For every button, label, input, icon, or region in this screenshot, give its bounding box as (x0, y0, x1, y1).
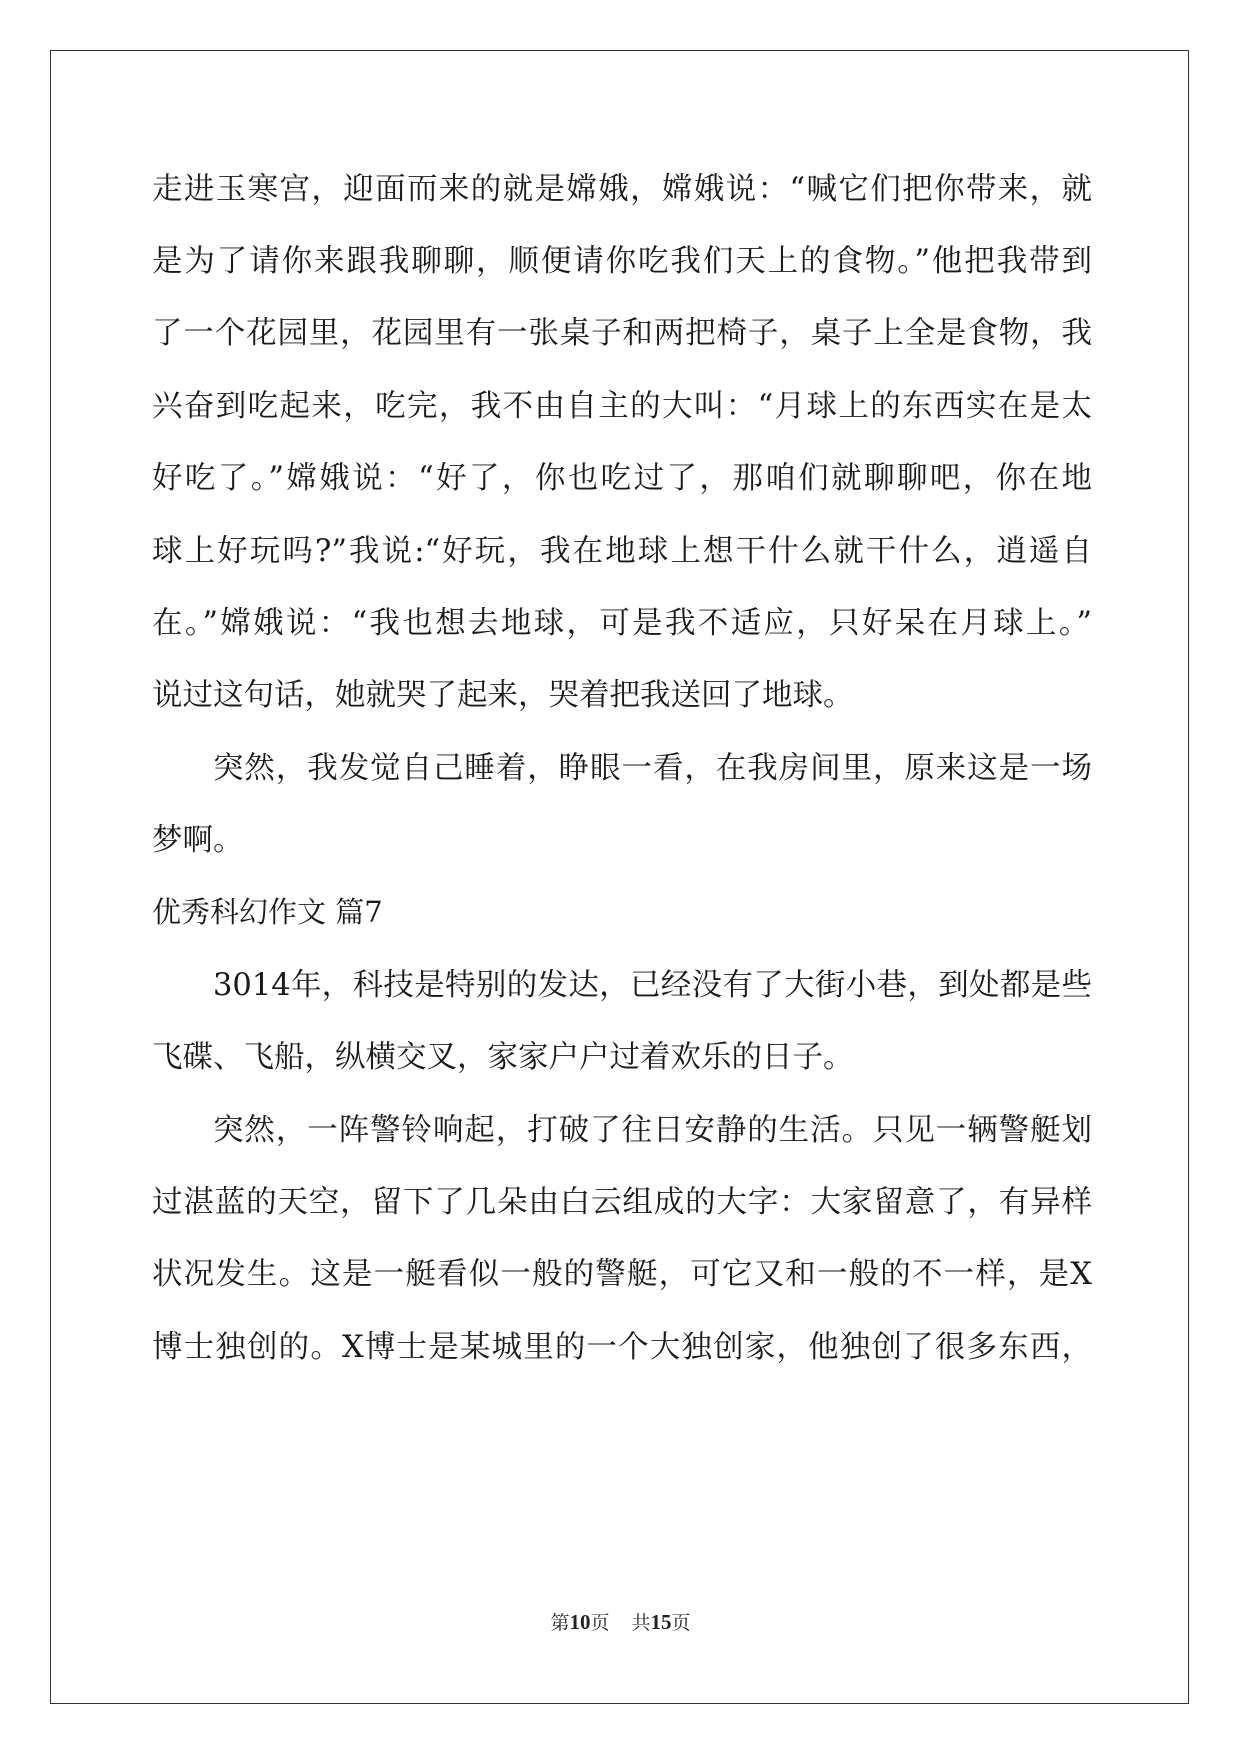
footer-page-suffix: 页 (590, 1612, 610, 1634)
body-line: 状况发生。这是一艇看似一般的警艇，可它又和一般的不一样，是X (152, 1257, 1092, 1292)
paragraph-first-line: 突然，一阵警铃响起，打破了往日安静的生活。只见一辆警艇划 (213, 1113, 1092, 1148)
section-heading: 优秀科幻作文 篇7 (152, 895, 383, 929)
body-line: 好吃了。”嫦娥说：“好了，你也吃过了，那咱们就聊聊吧，你在地 (152, 461, 1092, 496)
body-line: 飞碟、飞船，纵横交叉，家家户户过着欢乐的日子。 (152, 1040, 854, 1075)
footer-prefix: 第 (550, 1612, 570, 1634)
page-number: 10 (569, 1610, 591, 1634)
body-line: 兴奋到吃起来，吃完，我不由自主的大叫：“月球上的东西实在是太 (152, 389, 1092, 424)
body-line: 球上好玩吗?”我说:“好玩，我在地球上想干什么就干什么，逍遥自 (152, 534, 1092, 569)
footer-total-suffix: 页 (671, 1612, 691, 1634)
body-line: 在。”嫦娥说：“我也想去地球，可是我不适应，只好呆在月球上。” (152, 606, 1092, 641)
footer-total-prefix: 共 (631, 1612, 651, 1634)
body-line: 梦啊。 (152, 823, 244, 858)
page-border (50, 50, 1189, 1704)
page-footer (0, 1608, 1241, 1635)
body-line: 是为了请你来跟我聊聊，顺便请你吃我们天上的食物。”他把我带到 (152, 244, 1092, 279)
body-line: 过湛蓝的天空，留下了几朵由白云组成的大字：大家留意了，有异样 (152, 1185, 1092, 1220)
paragraph-first-line: 突然，我发觉自己睡着，睁眼一看，在我房间里，原来这是一场 (213, 751, 1092, 786)
paragraph-first-line: 3014年，科技是特别的发达，已经没有了大街小巷，到处都是些 (213, 968, 1092, 1003)
body-line: 博士独创的。X博士是某城里的一个大独创家，他独创了很多东西， (152, 1330, 1092, 1365)
body-line: 说过这句话，她就哭了起来，哭着把我送回了地球。 (152, 678, 854, 713)
body-line: 走进玉寒宫，迎面而来的就是嫦娥，嫦娥说：“喊它们把你带来，就 (152, 172, 1092, 207)
body-line: 了一个花园里，花园里有一张桌子和两把椅子，桌子上全是食物，我 (152, 316, 1092, 351)
page-total: 15 (650, 1610, 672, 1634)
